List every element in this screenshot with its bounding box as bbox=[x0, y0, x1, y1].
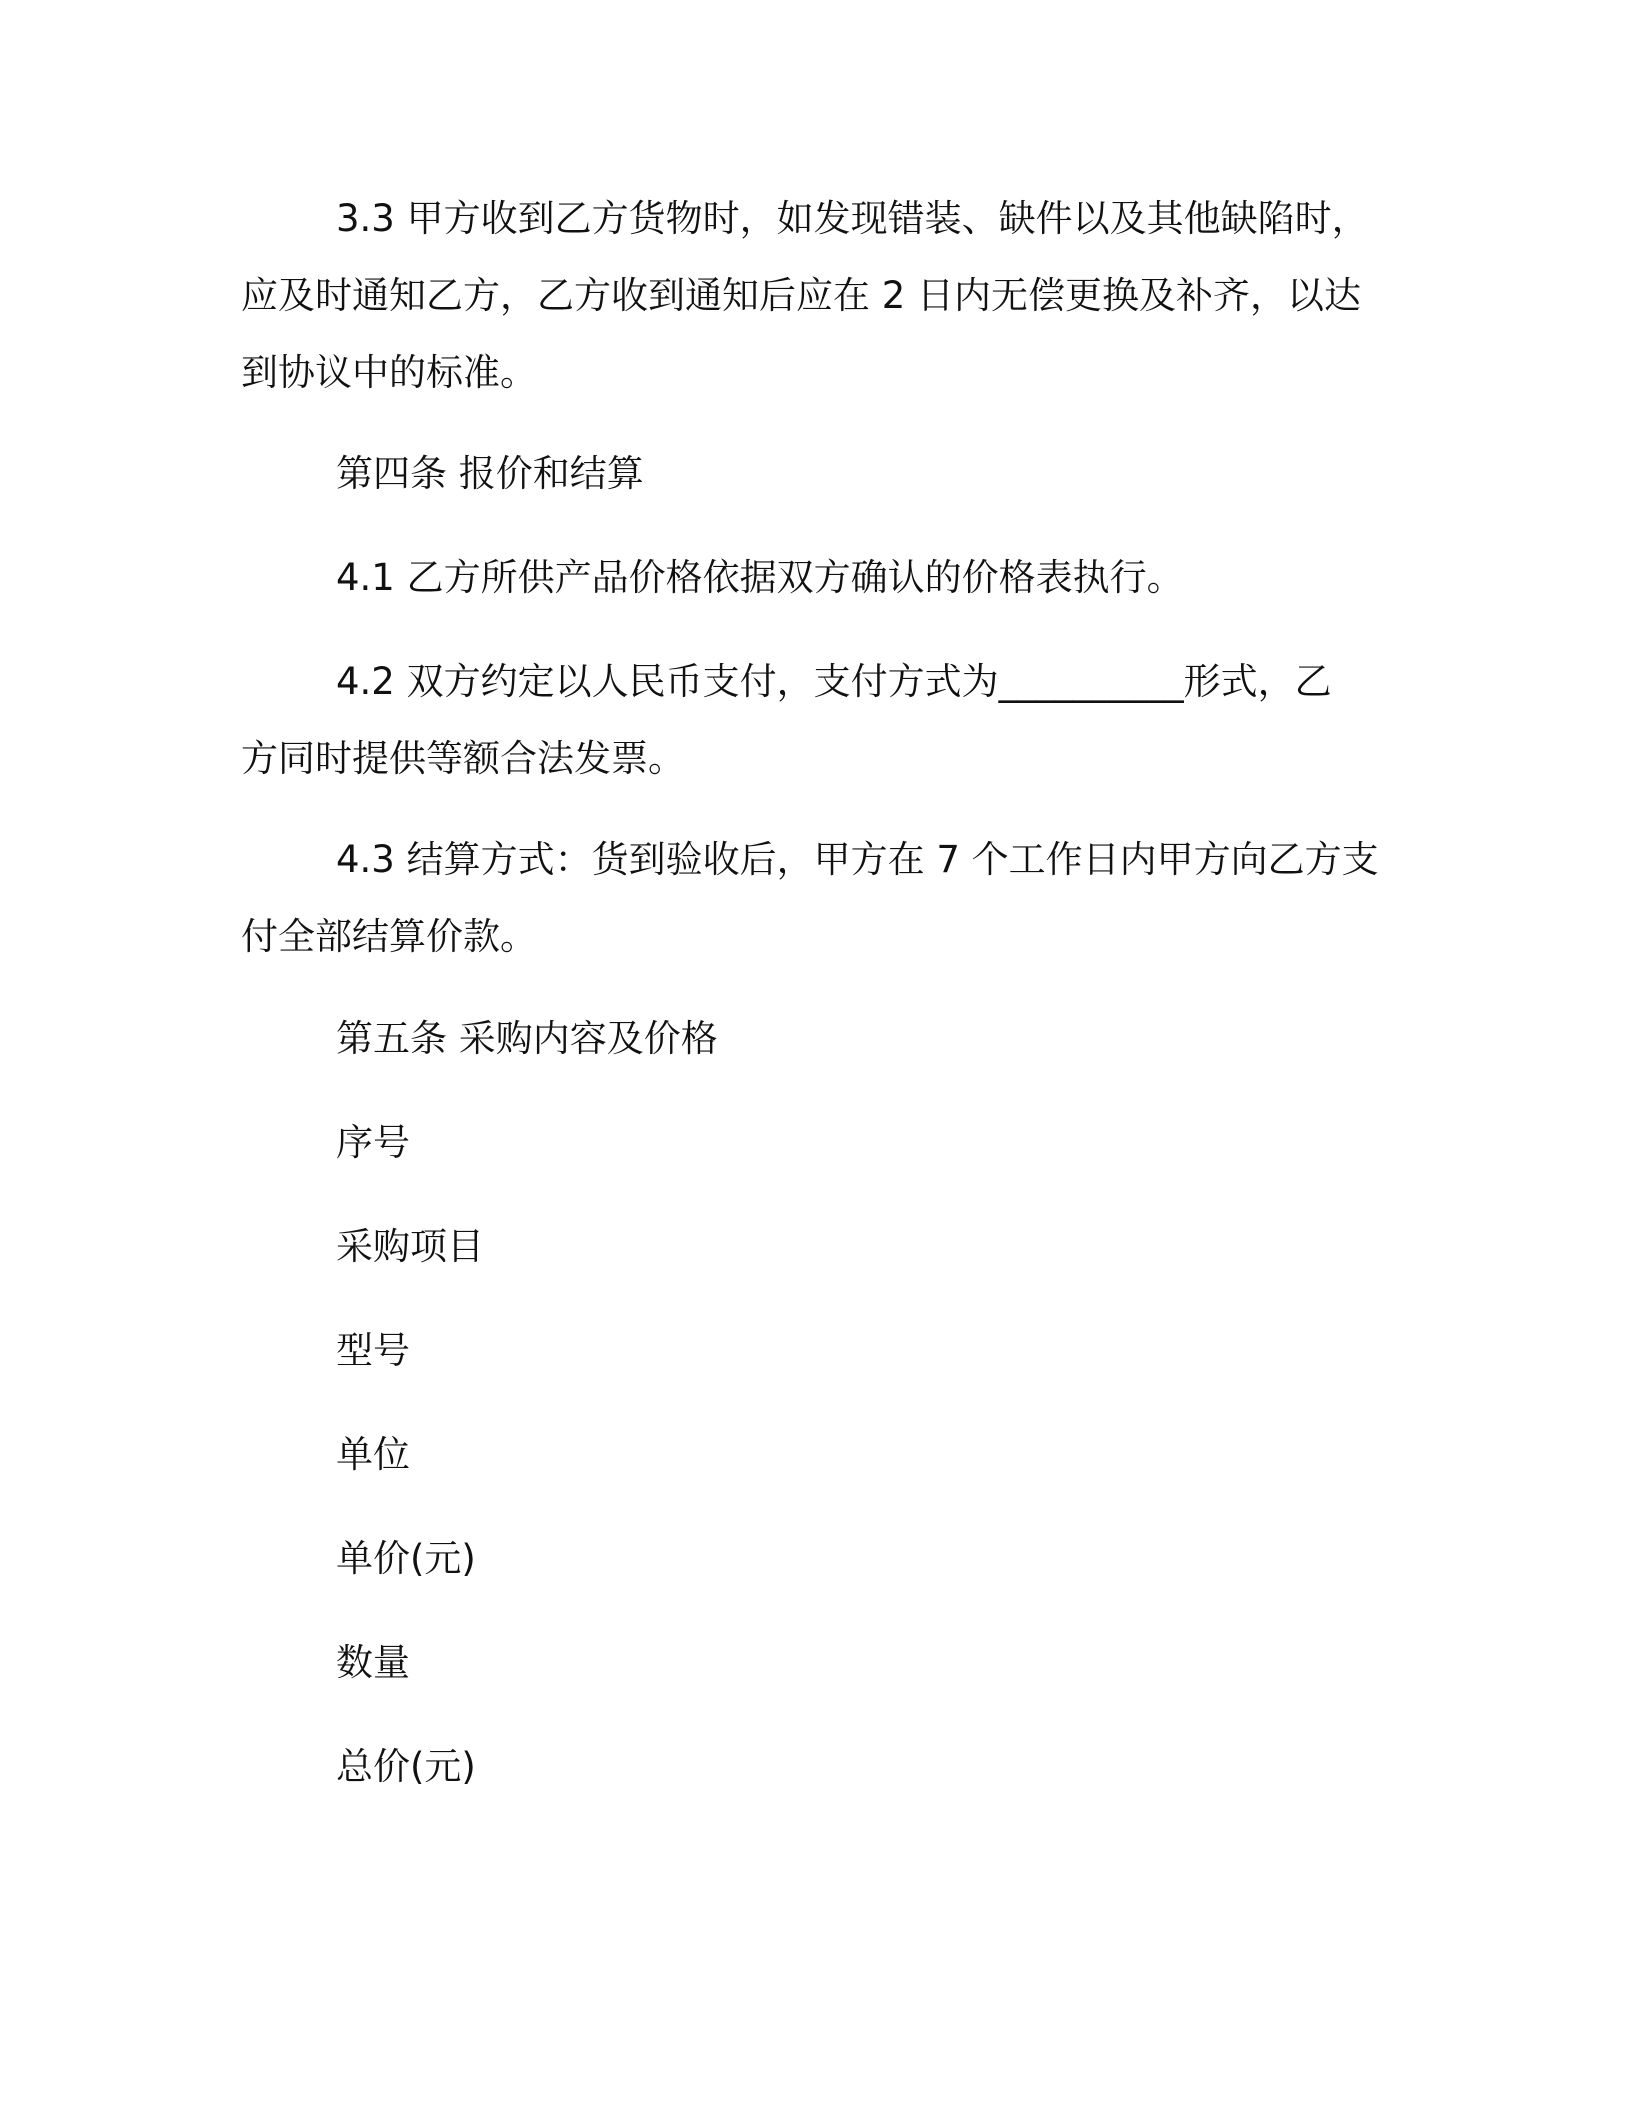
table-header-unit-price: 单价(元) bbox=[336, 1537, 476, 1580]
clause-3-3-line-3: 到协议中的标准。 bbox=[241, 351, 537, 394]
table-header-model: 型号 bbox=[336, 1329, 410, 1372]
clause-4-3-line-1: 4.3 结算方式：货到验收后，甲方在 7 个工作日内甲方向乙方支 bbox=[336, 838, 1379, 881]
clause-4-3-line-2: 付全部结算价款。 bbox=[241, 915, 537, 958]
clause-4-1: 4.1 乙方所供产品价格依据双方确认的价格表执行。 bbox=[336, 556, 1184, 599]
table-header-index: 序号 bbox=[336, 1121, 410, 1164]
table-header-unit: 单位 bbox=[336, 1433, 410, 1476]
clause-3-3-line-2: 应及时通知乙方，乙方收到通知后应在 2 日内无偿更换及补齐，以达 bbox=[241, 274, 1362, 317]
table-header-item: 采购项目 bbox=[336, 1225, 484, 1268]
clause-3-3-line-1: 3.3 甲方收到乙方货物时，如发现错装、缺件以及其他缺陷时， bbox=[336, 197, 1369, 240]
table-header-quantity: 数量 bbox=[336, 1641, 410, 1684]
clause-4-2-line-2: 方同时提供等额合法发票。 bbox=[241, 737, 685, 780]
article-4-heading: 第四条 报价和结算 bbox=[336, 452, 644, 495]
clause-4-2-line-1: 4.2 双方约定以人民币支付，支付方式为__________形式，乙 bbox=[336, 660, 1332, 703]
table-header-total-price: 总价(元) bbox=[336, 1745, 476, 1788]
article-5-heading: 第五条 采购内容及价格 bbox=[336, 1017, 718, 1060]
